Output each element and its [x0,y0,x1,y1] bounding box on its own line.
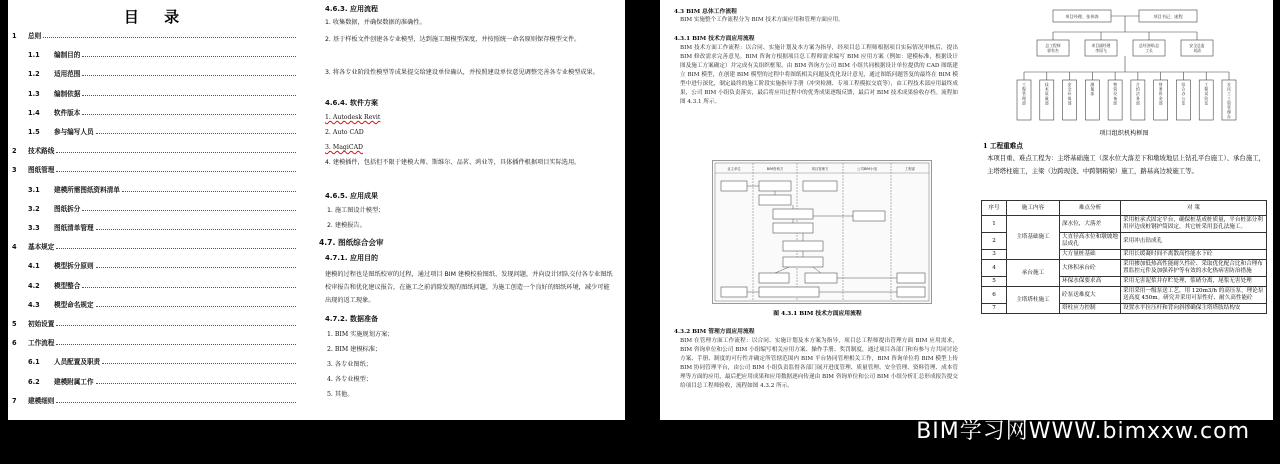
org-department-label: 资 [1113,86,1118,92]
table-row [982,260,1267,277]
list-item: 4. 建模插件，包括但不限于建模大师、斯维尔、品茗、鸿业等，具体插件根据项目实际选用。 [325,159,581,166]
toc-page [8,0,305,420]
org-department-label: 办 [1181,91,1186,97]
toc-leader-dots [82,210,296,211]
org-department-label: 部 [1067,100,1072,106]
table-row [982,216,1267,233]
toc-leader-dots [82,287,296,288]
toc-entry[interactable] [12,164,298,174]
toc-entry-label: 编制依据 [54,89,81,98]
org-node-label: 工长 [1145,48,1153,53]
toc-entry[interactable] [12,88,298,98]
toc-entry-label: 软件版本 [54,108,81,117]
toc-entry-label: 人员配置及职责 [54,358,101,367]
cell-measure: 采用掺加低热高性能耐久性砼、采取优化配合比和合理布置监控元件及加强养护等有效的水化热病害防治措施 [1121,260,1267,277]
toc-leader-dots [96,133,296,134]
org-department-label: 部 [1158,100,1163,106]
cell-difficulty: 砼泵送难度大 [1060,287,1121,304]
org-department-label: 资 [1227,100,1231,106]
org-department-label: 民 [1227,86,1231,92]
toc-entry-number: 6.1 [28,358,40,367]
toc-entry-label: 建模细则 [28,396,55,405]
org-chart-diagram [975,0,1273,130]
toc-leader-dots [56,152,296,153]
toc-entry-number: 3.1 [28,185,40,194]
cell-measure: 采用无害泥浆并存贮处理，浆碴分离，尾浆无害处理 [1121,277,1267,287]
toc-entry-number: 1 [12,32,17,40]
toc-leader-dots [56,248,296,249]
toc-leader-dots [82,114,296,115]
toc-entry-number: 1.5 [28,128,40,136]
org-department-label: 工 [1204,82,1209,87]
table-header: 施工内容 [1007,201,1060,216]
org-department-label: 管 [1227,105,1231,110]
org-department-label: 试 [1204,91,1209,97]
org-department-label: 程 [1022,86,1026,92]
org-department-label: 理 [1227,109,1231,115]
cell-measure: 采用桩承式固定平台，确保桩基成桩质量，平台桩部分利用岸边成桩钢护筒固定，其它桩采用套孔法施工。 [1121,216,1267,233]
org-department-label: 工 [1227,91,1231,97]
toc-entry[interactable] [12,376,298,386]
org-department-label: 物 [1113,82,1118,87]
org-department-label: 金 [1158,95,1163,101]
cell-measure: 采用冲击钻成孔 [1121,233,1267,250]
list-item: 1. BIM 实施规划方案； [327,331,394,338]
lane-label: 工程部 [904,167,916,171]
cell-no: 4 [982,260,1007,277]
toc-entry-label: 工作流程 [28,339,55,348]
org-department-label: 工 [1227,95,1231,101]
toc-entry-number: 6.2 [28,377,40,386]
org-node-label: 郭有杰 [1047,48,1059,53]
toc-entry[interactable] [12,107,298,117]
list-item: 5. 其他。 [327,391,354,398]
org-department-label: 工 [1022,82,1026,87]
toc-entry-label: 图纸管理 [28,166,55,175]
toc-leader-dots [82,95,296,96]
cell-measure: 设置水平拉压杆和背向斜撑确保主塔塔肢结构安 [1121,304,1267,314]
list-item: 1. 收集数据，并确保数据的准确性。 [325,19,426,26]
org-node-label: 安全总监 [1189,43,1205,48]
toc-entry-label: 模型拆分原则 [54,262,94,271]
cell-no: 7 [982,304,1007,314]
org-department-label: 验 [1204,95,1209,101]
cell-difficulty: 大直径高水位和墩坡地层成孔 [1060,233,1121,250]
list-item: 2. 基于样板文件创建各专业模型，达到施工图模型深度，并按照统一命名原则保存模型文件。 [325,36,581,43]
heading-431: 4.3.1 BIM 技术方面应用流程 [674,36,755,42]
toc-entry[interactable] [12,30,298,40]
cell-no: 3 [982,250,1007,260]
org-department-label: 量 [1044,95,1049,101]
org-node-label: 李国飞 [1095,48,1107,53]
org-department-label: 公 [1181,95,1186,101]
table-header: 序号 [982,201,1007,216]
org-department-label: 法 [1135,91,1140,97]
org-department-label: 室 [1204,100,1209,106]
org-department-label: 约 [1135,86,1140,92]
toc-entry[interactable] [12,49,298,59]
lane-label: 公司BIM小组 [857,167,877,171]
org-department-label: 全 [1067,86,1072,92]
toc-entry-number: 4 [12,243,17,252]
org-node-label: 总经济师/总 [1138,43,1160,48]
list-item: 2. 建模报告。 [327,222,366,229]
toc-entry[interactable] [12,280,298,290]
document-page-4 [975,0,1273,420]
toc-entry[interactable] [12,222,298,232]
org-department-label: 环 [1067,91,1072,97]
toc-entry-number: 5 [12,320,17,328]
document-page-3 [660,0,975,420]
org-department-label: 合 [1181,86,1186,92]
heading-464: 4.6.4. 软件方案 [325,99,379,107]
org-node: 项目书记、庞程 [1153,14,1183,19]
org-department-label: 备 [1113,95,1118,101]
org-department-label: 术 [1044,86,1049,92]
site-watermark: BIM学习网WWW.bimxxw.com [916,419,1250,444]
org-department-label: 综 [1181,82,1186,87]
toc-entry[interactable] [12,145,298,155]
toc-entry-label: 模型命名规定 [54,300,94,309]
toc-leader-dots [56,325,296,326]
toc-entry-number: 3.3 [28,224,40,232]
org-department-label: 部 [1044,100,1049,106]
org-department-label: 理 [1022,95,1026,101]
table-header: 对 策 [1121,201,1267,216]
toc-entry-number: 7 [12,396,17,405]
heading-465: 4.6.5. 应用成果 [325,192,379,200]
org-node-label: 刘清 [1193,48,1201,53]
list-item: 1. 施工图设计模型； [327,207,385,214]
lane-label: BIM咨询方 [766,167,784,171]
toc-entry-label: 图纸清单管理 [54,224,94,232]
cell-measure: 采用采用一级泵送工艺，用 120m3/h 的高压泵，理论泵送高度 450m。研究并采用可泵性好、耐久高性能砼 [1121,287,1267,304]
toc-entry-number: 4.2 [28,281,40,290]
list-item: 1. Autodesk Revit [325,114,381,121]
toc-entry[interactable] [12,241,298,251]
cell-no: 5 [982,277,1007,287]
org-department-label: 务 [1135,95,1140,101]
cell-difficulty: 大体积承台砼 [1060,260,1121,277]
paragraph: BIM 在管理方面工作流程：以合同、实施计划及本方案为指导，项目总工程师提出管理方面 BIM 应用需求，BIM 咨询单位和公司 BIM 小组编写相关应用方案、操作手册、奖罚制度，通过项目各部门和有参与方共同讨论方案、手册、制度的可行性并确定所管辖范围内 BIM 平台协同管理相关工作，BIM 咨询单位将 BIM 模型上传 BIM 协同管理平台，由公司 BIM 小组负责监督各部门展开进度管理、质量管理、安全管理、资料管理、成本管理等方面的应用，最后把应用成果和应用数据逐向传递由 BIM 咨询单位和公司 BIM 小组分析汇总形成报告提交给项目总工程师验收，流程如图 4.3.2 所示。 [680,338,958,389]
flowchart-figure [712,160,932,304]
lane-label: 业主单位 [727,167,741,171]
org-department-label: 部 [1113,100,1118,106]
toc-entry-label: 编制目的 [54,51,81,60]
toc-leader-dots [56,344,296,345]
org-department-label: 部 [1022,100,1026,106]
toc-entry[interactable] [12,184,298,194]
toc-entry-number: 1.1 [28,51,40,60]
org-department-label: 安 [1067,82,1072,87]
toc-entry-label: 建模附属工作 [54,377,94,386]
org-department-label: 室 [1181,100,1186,106]
heading-472: 4.7.2. 数据准备 [325,315,379,323]
cell-content: 主塔基础施工 [1007,216,1060,260]
org-department-label: 部 [1090,91,1095,97]
list-item: 2. BIM 建模标准； [327,346,382,353]
list-item: 4. 各专业模型； [327,376,372,383]
toc-entry-number: 3 [12,166,17,175]
flowchart-diagram [713,161,931,303]
toc-leader-dots [102,363,296,364]
table-row [982,287,1267,304]
cell-no: 2 [982,233,1007,250]
cell-difficulty: 环保水保要求高 [1060,277,1121,287]
toc-entry[interactable] [12,395,298,405]
figure-caption: 图 4.3.1 BIM 技术方面应用流程 [773,311,862,317]
org-chart-caption: 项目组织机构框图 [1099,130,1149,137]
org-department-label: 测 [1090,82,1095,87]
toc-entry-label: 图纸拆分 [54,204,81,213]
org-department-label: 财 [1158,82,1163,87]
org-node: 项目经理、张伟涛 [1065,14,1099,19]
toc-leader-dots [96,229,296,230]
toc-entry[interactable] [12,203,298,213]
org-department-label: 合 [1135,82,1140,87]
toc-entry-number: 2 [12,147,17,156]
org-department-label: 设 [1113,91,1118,97]
toc-entry[interactable] [12,356,298,366]
cell-no: 1 [982,216,1007,233]
heading-432: 4.3.2 BIM 管理方面应用流程 [674,329,755,335]
toc-entry[interactable] [12,260,298,270]
toc-entry-label: 总则 [28,32,42,40]
document-page-2 [305,0,625,420]
toc-leader-dots [56,171,296,172]
cell-difficulty: 大方量桩基础 [1060,250,1121,260]
org-department-label: 质 [1044,91,1049,97]
heading-47: 4.7. 图纸综合会审 [319,238,384,247]
heading-463: 4.6.3. 应用流程 [325,5,379,13]
cell-difficulty: 塔柱应力控制 [1060,304,1121,314]
toc-entry-label: 模型整合 [54,281,81,290]
toc-entry-label: 参与编写人员 [54,128,94,136]
org-department-label: 办 [1227,114,1231,120]
paragraph: BIM 实施整个工作流程分为 BIM 技术方面应用和管理方面应用。 [680,17,844,23]
org-department-label: 管 [1022,91,1026,97]
toc-entry-number: 6 [12,339,17,348]
toc-entry-number: 4.3 [28,300,40,309]
org-department-label: 部 [1135,100,1140,106]
difficulty-table [981,200,1267,314]
cell-content: 主塔塔柱施工 [1007,287,1060,314]
table-header: 难点分析 [1060,201,1121,216]
toc-entry-label: 基本规定 [28,243,55,252]
toc-entry-label: 适用范围 [54,70,81,79]
lane-label: 项目管理方 [811,167,829,171]
toc-title: 目 录 [123,8,190,26]
org-chart [975,0,1273,130]
org-node-label: 项目副经理 [1091,43,1111,48]
toc-leader-dots [82,56,296,57]
toc-leader-dots [96,383,296,384]
paragraph: 建模的过程也是图纸校审的过程，通过项目 BIM 建模校验图纸、发现问题，并向设计团队交付各专业图纸校审报告和优化建议报告，在施工之前消除发现的图纸问题，为施工创造一个良好的图纸环境，减少可能出现的返工现象。 [325,271,613,304]
toc-leader-dots [43,37,296,38]
toc-entry[interactable] [12,318,298,328]
toc-entry-label: 初始设置 [28,320,55,328]
cell-difficulty: 深水位，大落差 [1060,216,1121,233]
toc-leader-dots [96,306,296,307]
toc-entry[interactable] [12,68,298,78]
org-node-label: 总工程师 [1045,43,1061,48]
list-item: 3. 各专业图纸； [327,361,372,368]
toc-entry-number: 1.3 [28,89,40,98]
toc-entry-number: 4.1 [28,262,40,271]
list-item: 3. MagiCAD [325,144,363,151]
heading-43: 4.3 BIM 总体工作流程 [674,9,737,15]
toc-entry-number: 3.2 [28,204,40,213]
toc-leader-dots [96,267,296,268]
section-paragraph: 本项目重、难点工程为：主塔基础施工（深水位大落差下和墩坡地层上钻孔平台施工）、承台施工，主塔塔柱施工，主梁（边跨现浇、中跨钢箱梁）施工，路基高边坡施工等。 [987,154,1265,175]
paragraph: BIM 技术方面工作流程：以合同、实施计划及本方案为指导，经项目总工程师根据项目实际情况审核后，提出 BIM 修改需求完善意见。BIM 咨询方根据项目总工程师需求编写 BIM 应用方案（例如：建模标准，根据设计图及施工方案确定）并完成有关组织框架。由 BIM 咨询方公司 BIM 小组共同根据设计单位提供的 CAD 图纸建立 BIM 模型，在创建 BIM 模型的过程中将图纸相关问题及优化设计意见，通过图纸问题答复的最终在 BIM 模型中进行深化，制定最终的施工阶段实施指导手册（冲突检测、专项工程模拟交底等），由工程技术部应用最终成果，公司 BIM 小组负责落实，最后将应用过程中的优秀成果逐级反馈，最后对 BIM 技术成果验收存档。流程如图 4.3.1 所示。 [680,45,958,105]
org-department-label: 程 [1204,86,1209,92]
toc-entry[interactable] [12,126,298,136]
cell-content: 承台施工 [1007,260,1060,287]
toc-leader-dots [122,191,296,192]
list-item: 3. 将各专业阶段性模型等成果提交给建设单位确认，并按照建设单位意见调整完善各专业模型成果。 [325,69,599,76]
org-department-label: 农 [1227,82,1231,87]
toc-entry-label: 建模所需图纸资料清单 [54,185,120,194]
cell-measure: 采用长缓凝时间不离散高性能水下砼 [1121,250,1267,260]
toc-entry-label: 技术路线 [28,147,55,156]
section-title: 1 工程重难点 [983,142,1023,150]
toc-leader-dots [82,75,296,76]
toc-entry[interactable] [12,337,298,347]
org-department-label: 量 [1090,86,1095,92]
list-item: 2. Auto CAD [325,129,364,136]
cell-no: 6 [982,287,1007,304]
org-department-label: 保 [1067,95,1072,101]
toc-entry-number: 1.2 [28,70,40,79]
org-department-label: 技 [1044,82,1049,87]
toc-leader-dots [56,402,296,403]
org-department-label: 务 [1158,86,1163,92]
toc-entry-number: 1.4 [28,108,40,117]
org-department-label: 资 [1158,91,1163,97]
heading-471: 4.7.1. 应用目的 [325,254,379,262]
toc-entry[interactable] [12,299,298,309]
